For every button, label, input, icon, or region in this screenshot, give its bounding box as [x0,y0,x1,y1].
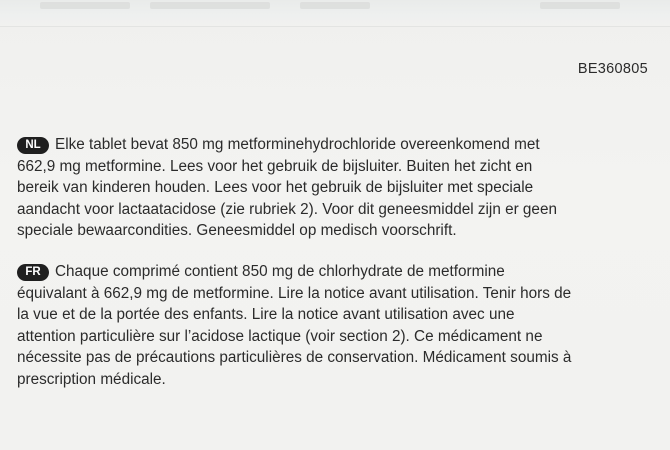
top-edge-strip [0,0,670,27]
faded-print [40,2,130,9]
nl-text: Elke tablet bevat 850 mg metforminehydrochloride overeenkomend met [55,136,540,153]
fr-line-4: attention particulière sur l’acidose lactique (voir section 2). Ce médicament ne [17,327,543,345]
faded-print [540,2,620,9]
nl-paragraph [17,134,662,242]
nl-line-5: speciale bewaarcondities. Geneesmiddel op medisch voorschrift. [17,222,457,239]
nl-line-1 [17,134,662,156]
fr-text: Chaque comprimé contient 850 mg de chlorhydrate de metformine [55,263,505,280]
fr-language-badge: FR [17,264,49,281]
fr-line-3: la vue et de la portée des enfants. Lire la notice avant utilisation avec une [17,306,515,323]
nl-line-2: 662,9 mg metformine. Lees voor het gebruik de bijsluiter. Buiten het zicht en [17,157,533,175]
nl-language-badge: NL [17,137,49,154]
fr-line-5: nécessite pas de précautions particulières de conservation. Médicament soumis à [17,349,572,366]
fr-line-6: prescription médicale. [17,370,166,388]
nl-line-3: bereik van kinderen houden. Lees voor het gebruik de bijsluiter met speciale [17,179,534,196]
reference-code: BE360805 [577,61,648,77]
faded-print [300,2,370,9]
faded-print [150,2,270,9]
fr-line-2: équivalant à 662,9 mg de metformine. Lire la notice avant utilisation. Tenir hors de [17,284,572,302]
nl-line-4: aandacht voor lactaatacidose (zie rubriek 2). Voor dit geneesmiddel zijn er geen [17,200,557,218]
fr-line-1 [17,261,662,283]
fr-paragraph [17,261,662,390]
